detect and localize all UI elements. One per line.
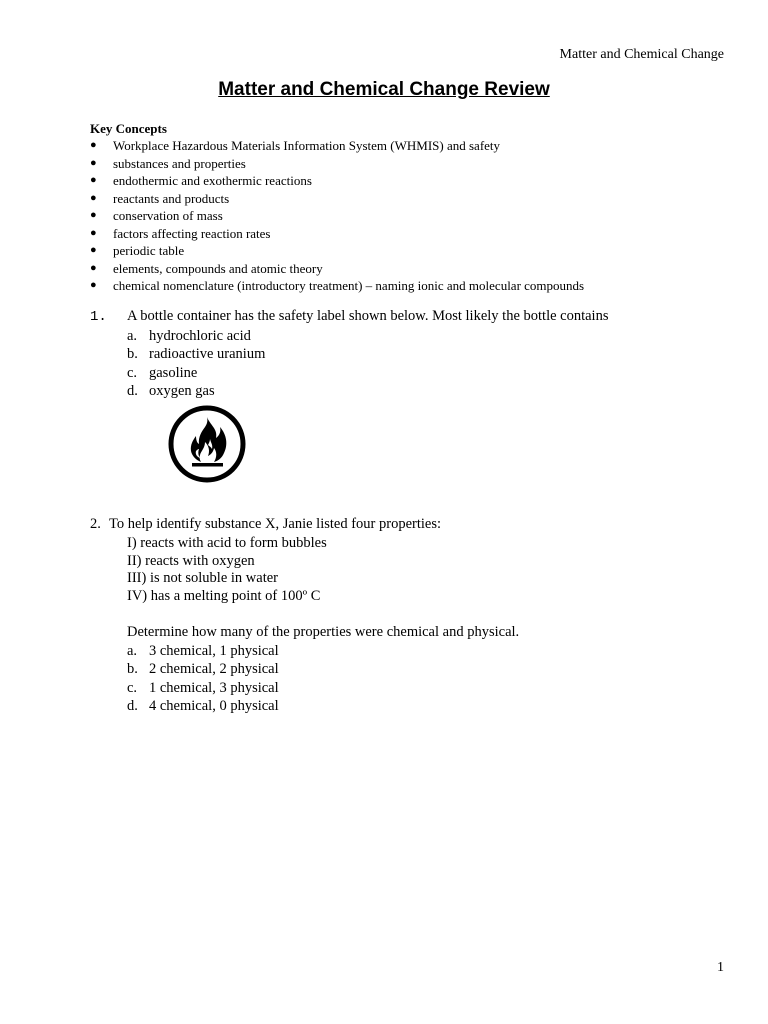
option-a: a. hydrochloric acid bbox=[127, 328, 251, 344]
question-2-stem: 2. To help identify substance X, Janie listed four properties: bbox=[90, 516, 441, 532]
question-1-options bbox=[127, 327, 265, 400]
list-item: ● factors affecting reaction rates bbox=[90, 225, 271, 241]
list-item: ● endothermic and exothermic reactions bbox=[90, 173, 312, 188]
question-1-number: 1. bbox=[90, 309, 107, 325]
list-item: ● Workplace Hazardous Materials Information System (WHMIS) and safety bbox=[90, 138, 501, 153]
option-d: d. oxygen gas bbox=[127, 382, 215, 399]
bullet-icon: ● bbox=[90, 244, 97, 256]
bullet-icon: ● bbox=[90, 261, 97, 274]
page-title: Matter and Chemical Change Review bbox=[218, 79, 550, 100]
option-a: a. 3 chemical, 1 physical bbox=[127, 643, 279, 659]
question-2-number: 2. bbox=[90, 516, 101, 532]
list-item: ● periodic table bbox=[90, 243, 185, 258]
property-item: IV) has a melting point of 100º C bbox=[127, 587, 321, 604]
list-item: ● elements, compounds and atomic theory bbox=[90, 260, 323, 276]
bullet-icon: ● bbox=[90, 209, 97, 221]
list-item: ● reactants and products bbox=[90, 190, 230, 206]
bullet-icon: ● bbox=[90, 156, 97, 169]
list-item: ● chemical nomenclature (introductory treatment) – naming ionic and molecular compounds bbox=[90, 278, 585, 293]
bullet-icon: ● bbox=[90, 279, 97, 291]
property-item: II) reacts with oxygen bbox=[127, 552, 255, 569]
question-2-properties bbox=[127, 535, 327, 605]
page-number: 1 bbox=[717, 960, 724, 975]
bullet-icon: ● bbox=[90, 191, 97, 204]
running-header: Matter and Chemical Change bbox=[559, 47, 724, 62]
option-c: c. 1 chemical, 3 physical bbox=[127, 679, 279, 696]
list-item: ● substances and properties bbox=[90, 155, 246, 171]
bullet-icon: ● bbox=[90, 139, 97, 151]
question-2-options bbox=[127, 642, 279, 715]
option-b: b. 2 chemical, 2 physical bbox=[127, 661, 279, 678]
option-d: d. 4 chemical, 0 physical bbox=[127, 697, 279, 714]
question-2-prompt: Determine how many of the properties were chemical and physical. bbox=[127, 624, 520, 640]
key-concepts-heading: Key Concepts bbox=[90, 121, 167, 136]
bullet-icon: ● bbox=[90, 174, 97, 186]
key-concepts-list bbox=[90, 137, 584, 295]
property-item: III) is not soluble in water bbox=[127, 570, 279, 586]
option-c: c. gasoline bbox=[127, 364, 198, 381]
bullet-icon: ● bbox=[90, 226, 97, 239]
question-1-stem: A bottle container has the safety label shown below. Most likely the bottle contains bbox=[127, 308, 609, 324]
property-item: I) reacts with acid to form bubbles bbox=[127, 535, 327, 551]
flammable-hazard-icon bbox=[166, 405, 248, 483]
option-b: b. radioactive uranium bbox=[127, 346, 266, 363]
list-item: ● conservation of mass bbox=[90, 208, 223, 223]
